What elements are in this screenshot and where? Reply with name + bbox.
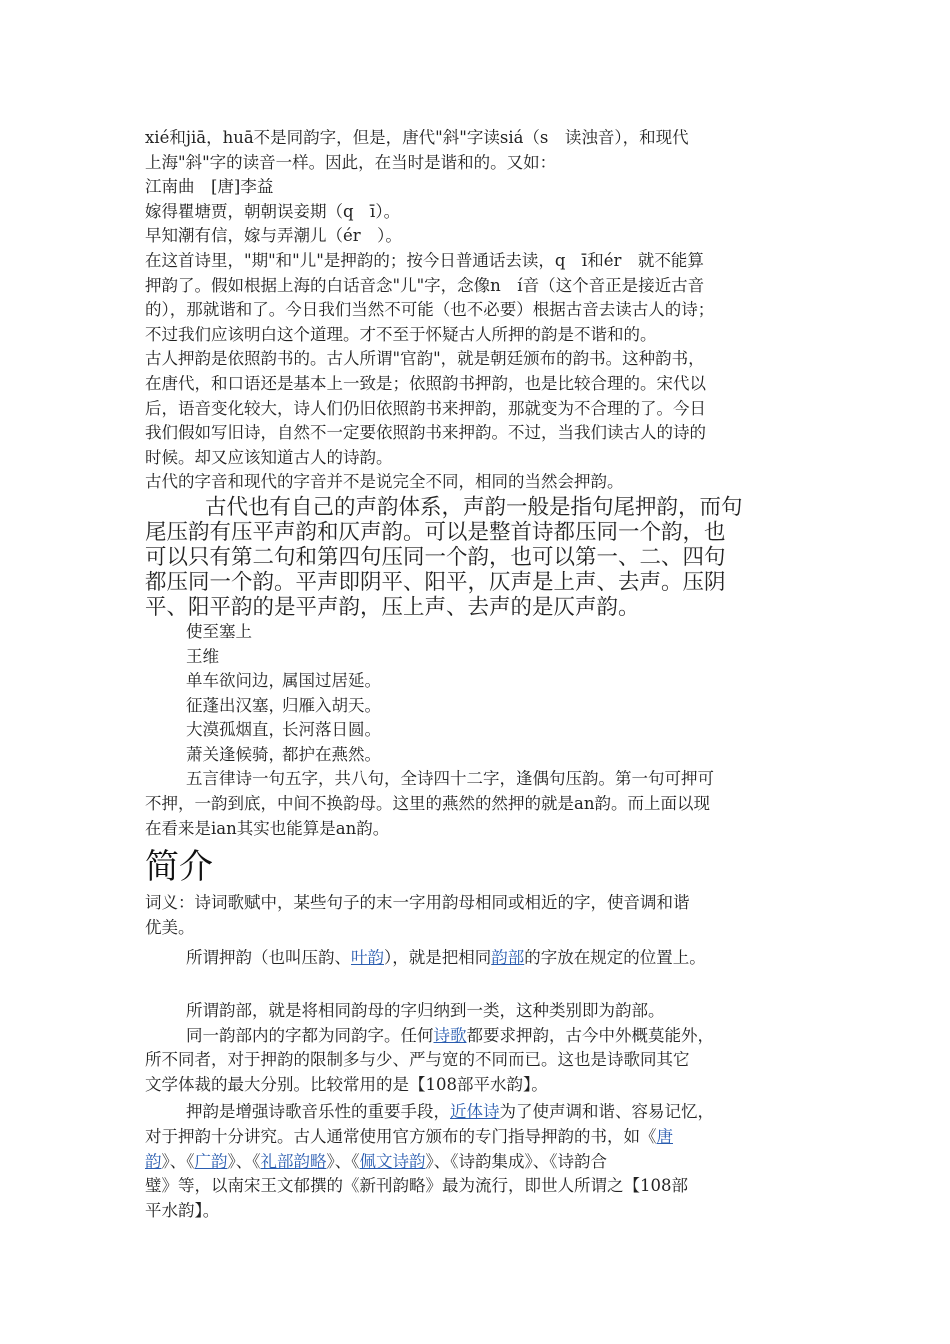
text-fragment: 为了使声调和谐、容易记忆， bbox=[499, 1102, 714, 1122]
text-line: 古代的字音和现代的字音并不是说完全不同，相同的当然会押韵。 bbox=[145, 472, 624, 492]
poem-title: 江南曲 [唐]李益 bbox=[145, 177, 274, 197]
text-line: 的），那就谐和了。今日我们当然不可能（也不必要）根据古音去读古人的诗； bbox=[145, 300, 715, 320]
text-fragment: 押韵是增强诗歌音乐性的重要手段， bbox=[186, 1102, 450, 1122]
poem-verse: 单车欲问边， bbox=[186, 671, 285, 691]
text-fragment: 》、《 bbox=[326, 1151, 360, 1171]
text-line bbox=[145, 1150, 825, 1175]
text-fragment: 所谓押韵（也叫压韵、 bbox=[186, 948, 351, 968]
poem-line: 早知潮有信，嫁与弄潮儿（ér ）。 bbox=[145, 226, 402, 246]
poem-row bbox=[145, 669, 825, 694]
poem-verse: 征蓬出汉塞， bbox=[186, 695, 285, 715]
large-text-line: 古代也有自己的声韵体系，声韵一般是指句尾押韵，而句 bbox=[205, 494, 743, 520]
poem-verse: 大漠孤烟直， bbox=[186, 720, 285, 740]
text-line: 优美。 bbox=[145, 917, 195, 937]
text-line bbox=[145, 1100, 825, 1125]
text-fragment: 同一韵部内的字都为同韵字。任何 bbox=[186, 1025, 434, 1045]
text-line: 词义：诗词歌赋中，某些句子的末一字用韵母相同或相近的字，使音调和谐 bbox=[145, 893, 690, 913]
text-line: 文学体裁的最大分别。比较常用的是【108部平水韵】。 bbox=[145, 1074, 548, 1094]
link-tangyun-part2[interactable]: 韵 bbox=[145, 1151, 162, 1171]
text-line: 在看来是ian其实也能算是an韵。 bbox=[145, 818, 390, 838]
text-line: 时候。却又应该知道古人的诗韵。 bbox=[145, 447, 393, 467]
text-line: 所不同者，对于押韵的限制多与少、严与宽的不同而已。这也是诗歌同其它 bbox=[145, 1050, 690, 1070]
text-fragment: 对于押韵十分讲究。古人通常使用官方颁布的专门指导押韵的书，如《 bbox=[145, 1127, 657, 1146]
poem-verse: 都护在燕然。 bbox=[282, 744, 381, 764]
link-shige[interactable]: 诗歌 bbox=[433, 1025, 467, 1045]
text-line: 古人押韵是依照韵书的。古人所谓"官韵"，就是朝廷颁布的韵书。这种韵书， bbox=[145, 349, 705, 369]
poem-line: 嫁得瞿塘贾，朝朝误妾期（q ī）。 bbox=[145, 201, 401, 221]
text-line: 璧》等，以南宋王文郁撰的《新刊韵略》最为流行，即世人所谓之【108部 bbox=[145, 1176, 688, 1196]
text-line: xié和jiā，huā不是同韵字，但是，唐代"斜"字读siá（s 读浊音），和现代 bbox=[145, 128, 689, 147]
text-line: 我们假如写旧诗，自然不一定要依照韵书来押韵。不过，当我们读古人的诗的 bbox=[145, 423, 706, 443]
text-line: 不押，一韵到底，中间不换韵母。这里的燕然的然押的就是an韵。而上面以现 bbox=[145, 794, 710, 814]
link-yunbu[interactable]: 韵部 bbox=[491, 948, 525, 968]
poem-verse: 属国过居延。 bbox=[282, 671, 381, 691]
link-tangyun-part1[interactable]: 唐 bbox=[656, 1127, 673, 1146]
text-line: 在这首诗里，"期"和"儿"是押韵的；按今日普通话去读，q ī和ér 就不能算 bbox=[145, 250, 704, 270]
poem-row bbox=[145, 694, 825, 719]
poem-verse: 萧关逢候骑， bbox=[186, 744, 285, 764]
text-line: 所谓韵部，就是将相同韵母的字归纳到一类，这种类别即为韵部。 bbox=[186, 1001, 665, 1021]
text-line: 后，语音变化较大，诗人们仍旧依照韵书来押韵，那就变为不合理的了。今日 bbox=[145, 398, 706, 418]
text-line: 不过我们应该明白这个道理。才不至于怀疑古人所押的韵是不谐和的。 bbox=[145, 324, 657, 344]
text-line bbox=[145, 1024, 825, 1049]
text-line: 押韵了。假如根据上海的白话音念"儿"字，念像n í音（这个音正是接近古音 bbox=[145, 275, 705, 295]
document-page bbox=[145, 126, 825, 1223]
poem-row bbox=[145, 743, 825, 768]
large-text-line: 可以只有第二句和第四句压同一个韵，也可以第一、二、四句 bbox=[145, 544, 726, 570]
link-libuyunlue[interactable]: 礼部韵略 bbox=[260, 1151, 327, 1171]
poem-title: 使至塞上 bbox=[186, 621, 252, 641]
text-fragment: 的字放在规定的位置上。 bbox=[524, 948, 706, 968]
text-fragment: 》、《 bbox=[161, 1151, 195, 1171]
link-jintishi[interactable]: 近体诗 bbox=[450, 1102, 500, 1122]
text-line bbox=[145, 946, 825, 971]
link-peiwenshiyun[interactable]: 佩文诗韵 bbox=[359, 1151, 426, 1171]
text-line: 在唐代，和口语还是基本上一致是；依照韵书押韵，也是比较合理的。宋代以 bbox=[145, 373, 706, 393]
poem-author: 王维 bbox=[186, 646, 219, 666]
poem-verse: 归雁入胡天。 bbox=[282, 695, 381, 715]
text-fragment: 都要求押韵，古今中外概莫能外， bbox=[466, 1025, 714, 1045]
spacer bbox=[145, 971, 825, 995]
text-line bbox=[145, 1125, 825, 1150]
text-line: 上海"斜"字的读音一样。因此，在当时是谐和的。又如： bbox=[145, 152, 557, 172]
text-fragment: 》、《诗韵集成》、《诗韵合 bbox=[425, 1151, 607, 1171]
poem-verse: 长河落日圆。 bbox=[282, 720, 381, 740]
link-guangyun[interactable]: 广韵 bbox=[194, 1151, 228, 1171]
text-fragment: 》、《 bbox=[227, 1151, 261, 1171]
link-xieyun[interactable]: 叶韵 bbox=[351, 948, 384, 968]
large-text-line: 平、阳平韵的是平声韵，压上声、去声的是仄声韵。 bbox=[145, 594, 640, 620]
large-text-line: 尾压韵有压平声韵和仄声韵。可以是整首诗都压同一个韵，也 bbox=[145, 519, 726, 545]
large-text-line: 都压同一个韵。平声即阴平、阳平，仄声是上声、去声。压阴 bbox=[145, 569, 726, 595]
poem-row bbox=[145, 718, 825, 743]
text-line: 平水韵】。 bbox=[145, 1200, 220, 1220]
section-heading: 简介 bbox=[145, 847, 213, 888]
text-fragment: ），就是把相同 bbox=[384, 948, 492, 968]
text-line: 五言律诗一句五字，共八句，全诗四十二字，逢偶句压韵。第一句可押可 bbox=[186, 769, 714, 789]
